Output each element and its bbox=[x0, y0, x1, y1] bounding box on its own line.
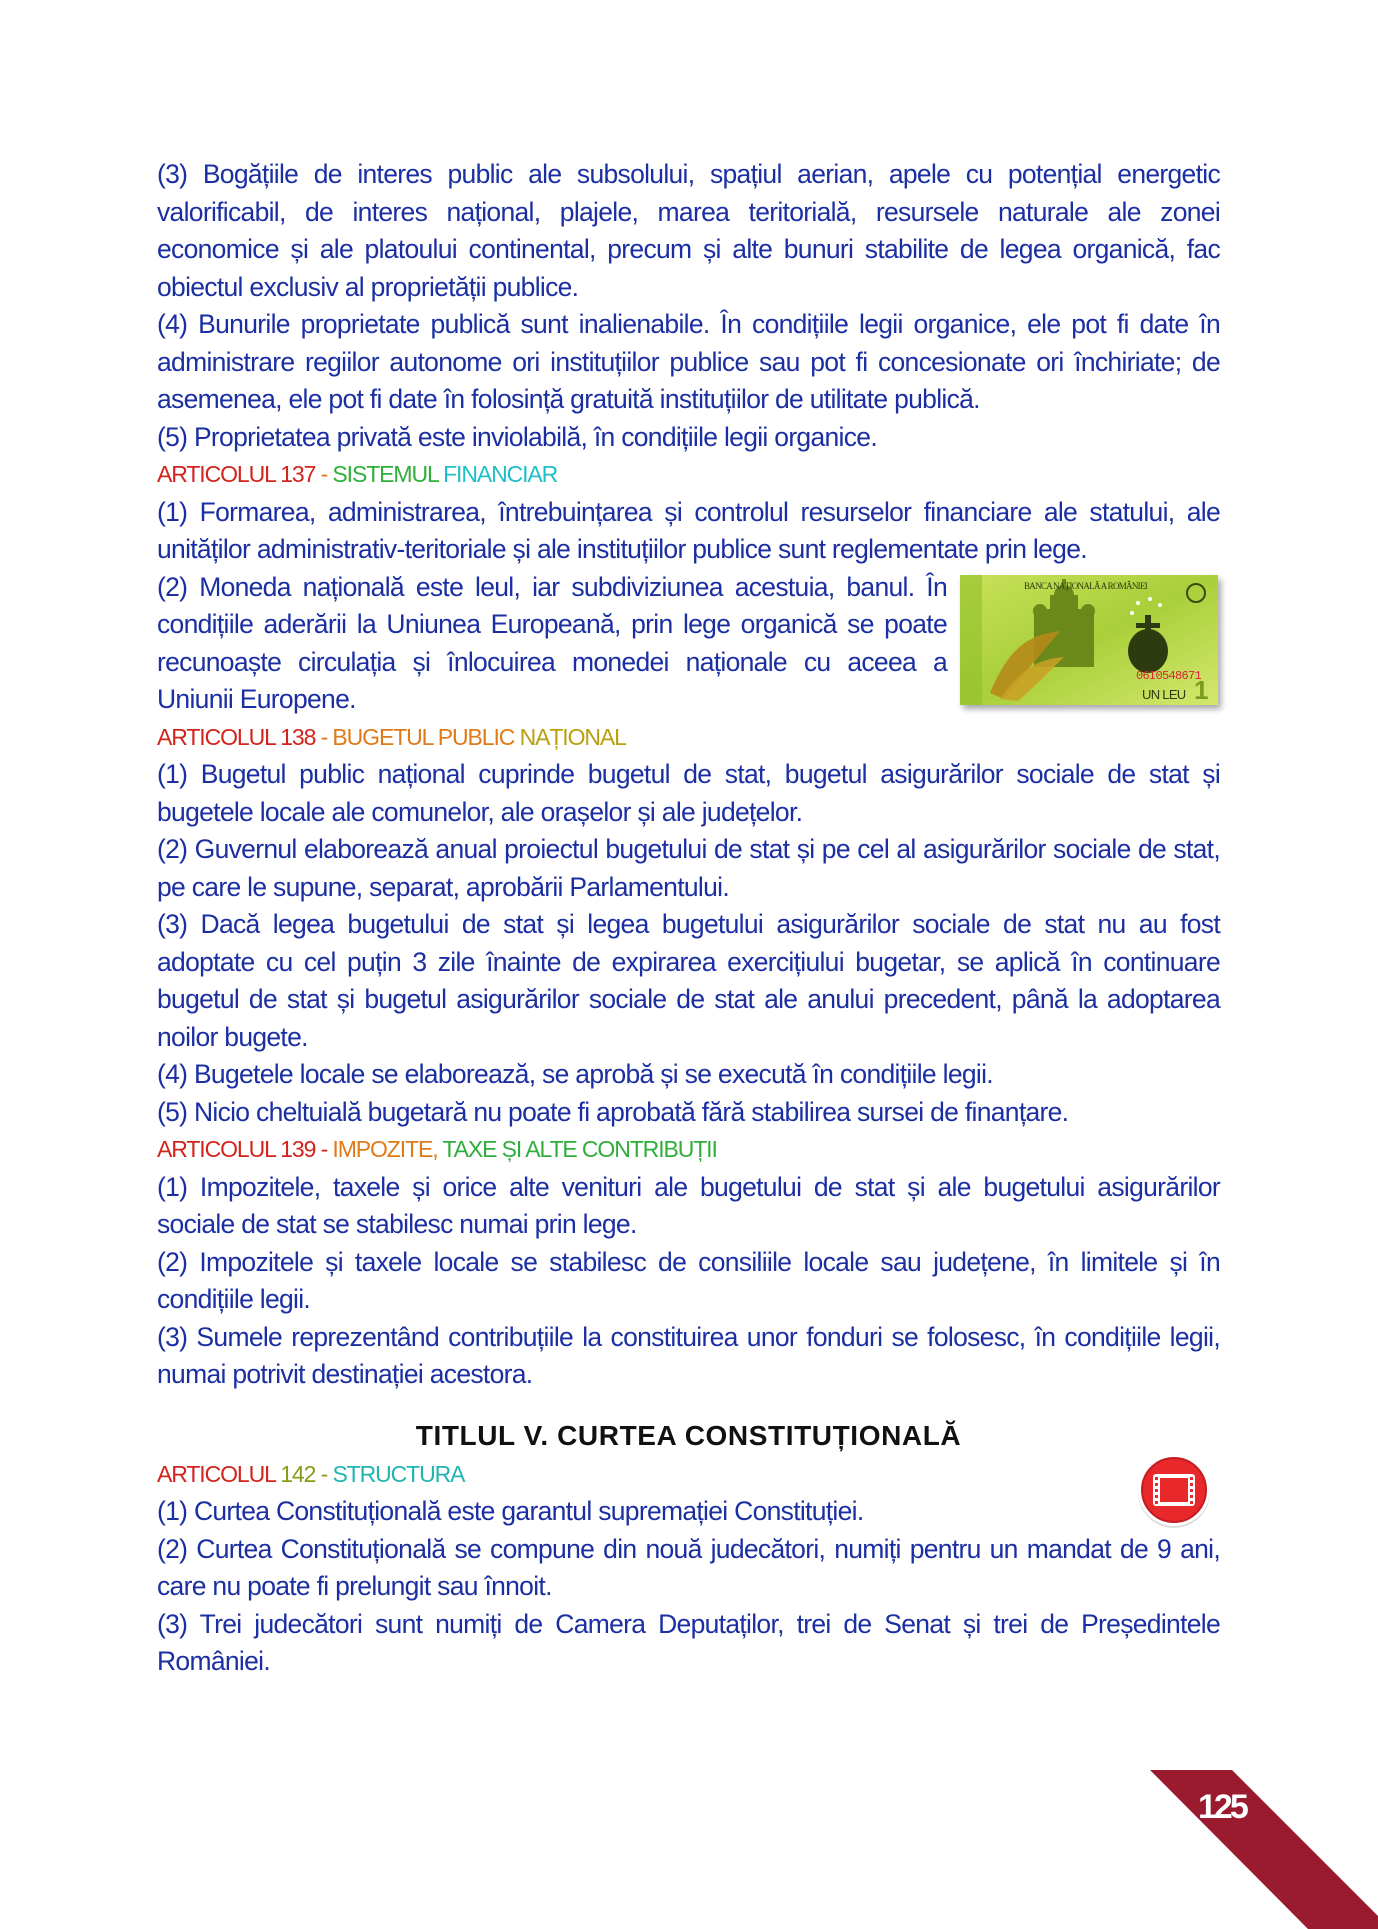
title-v-heading: TITLUL V. CURTEA CONSTITUȚIONALĂ bbox=[415, 1419, 962, 1451]
heading-separator: - bbox=[315, 1136, 333, 1162]
article-title-part: BUGETUL PUBLIC bbox=[332, 723, 515, 750]
article-label: ARTICOLUL 139 bbox=[157, 1136, 316, 1162]
paragraph: (1) Bugetul public național cuprinde bugetul de stat, bugetul asigurărilor sociale de stat și bugetele locale ale comunelor, ale orașelor și ale județelor. bbox=[157, 759, 1220, 827]
paragraph: (3) Bogățiile de interes public ale subsolului, spațiul aerian, apele cu potențial energetic valorificabil, de interes național, plajele, marea teritorială, resursele naturale ale zonei economice și ale platoului continental, precum și alte bunuri stabilite de legea organică, fac obiectul exclusiv al proprietății publice. bbox=[157, 159, 1220, 302]
article-title-part: FINANCIAR bbox=[443, 461, 558, 487]
paragraph: (1) Formarea, administrarea, întrebuințarea și controlul resurselor financiare ale statului, ale unităților administrativ-teritoriale și ale instituțiilor publice sunt reglementate prin lege. bbox=[157, 496, 1220, 564]
paragraph: (3) Sumele reprezentând contribuțiile la constituirea unor fonduri se folosesc, în condițiile legii, numai potrivit destinației acestora. bbox=[157, 1321, 1220, 1389]
page-corner-ribbon bbox=[1150, 1770, 1378, 1929]
article-label: ARTICOLUL 137 bbox=[157, 461, 316, 487]
banknote-digit: 1 bbox=[1194, 674, 1208, 705]
paragraph: (2) Moneda națională este leul, iar subdiviziunea acestuia, banul. În condițiile aderării la Uniunea Europeană, prin lege organică se poate recunoaște circulația și înlocuirea monedei naționale cu aceea a Uniunii Europene. bbox=[157, 571, 947, 714]
heading-separator: - bbox=[315, 461, 333, 487]
heading-separator: - bbox=[315, 1460, 333, 1487]
banknote-value: UN LEU bbox=[1142, 686, 1186, 702]
paragraph: (1) Impozitele, taxele și orice alte venituri ale bugetului de stat și ale bugetului asigurărilor sociale de stat se stabilesc numai prin lege. bbox=[157, 1171, 1220, 1239]
article-title-part: STRUCTURA bbox=[332, 1460, 465, 1487]
article-139-heading bbox=[157, 1131, 1220, 1169]
heading-separator: - bbox=[315, 723, 333, 750]
banknote-serial: 06I0548671 bbox=[1136, 668, 1202, 683]
article-label: ARTICOLUL bbox=[157, 1460, 275, 1487]
article-number: 142 bbox=[280, 1460, 316, 1487]
paragraph: (2) Impozitele și taxele locale se stabilesc de consiliile locale sau județene, în limitele și în condițiile legii. bbox=[157, 1246, 1220, 1314]
paragraph: (5) Nicio cheltuială bugetară nu poate fi aprobată fără stabilirea sursei de finanțare. bbox=[157, 1096, 1069, 1127]
article-title-part: NAȚIONAL bbox=[519, 723, 626, 750]
main-text-column bbox=[157, 156, 1220, 1681]
banknote-bank-name: BANCA NAȚIONALĂ A ROMÂNIEI bbox=[1024, 580, 1148, 591]
page-number: 125 bbox=[1198, 1788, 1246, 1826]
paragraph: (3) Dacă legea bugetului de stat și legea bugetului asigurărilor sociale de stat nu au fost adoptate cu cel puțin 3 zile înainte de expirarea exercițiului bugetar, se aplică în continuare bugetul de stat și bugetul asigurărilor sociale de stat ale anului precedent, până la adoptarea noilor bugete. bbox=[157, 909, 1220, 1052]
paragraph: (2) Curtea Constituțională se compune din nouă judecători, numiți pentru un mandat de 9 ani, care nu poate fi prelungit sau înnoit. bbox=[157, 1533, 1220, 1601]
article-title-part: SISTEMUL bbox=[332, 461, 438, 487]
article-142-heading bbox=[157, 1456, 1220, 1494]
film-strip-icon[interactable] bbox=[1134, 1450, 1214, 1530]
paragraph: (1) Curtea Constituțională este garantul supremației Constituției. bbox=[157, 1496, 864, 1526]
paragraph: (4) Bugetele locale se elaborează, se aprobă și se execută în condițiile legii. bbox=[157, 1059, 993, 1089]
paragraph: (4) Bunurile proprietate publică sunt inalienabile. În condițiile legii organice, ele pot fi date în administrare regiilor autonome ori instituțiilor publice sau pot fi concesionate ori închiriate; de asemenea, ele pot fi date în folosință gratuită instituțiilor de utilitate publică. bbox=[157, 309, 1220, 414]
one-leu-banknote-image bbox=[960, 575, 1218, 705]
article-label: ARTICOLUL 138 bbox=[157, 723, 316, 750]
paragraph: (5) Proprietatea privată este inviolabilă, în condițiile legii organice. bbox=[157, 421, 877, 452]
currency-block bbox=[157, 569, 1220, 719]
article-138-heading bbox=[157, 719, 1220, 757]
article-title-part: TAXE ȘI ALTE CONTRIBUȚII bbox=[442, 1136, 717, 1162]
article-title-part: IMPOZITE, bbox=[332, 1136, 438, 1162]
article-137-heading bbox=[157, 456, 1220, 494]
paragraph: (2) Guvernul elaborează anual proiectul bugetului de stat și pe cel al asigurărilor sociale de stat, pe care le supune, separat, aprobării Parlamentului. bbox=[157, 834, 1220, 902]
paragraph: (3) Trei judecători sunt numiți de Camera Deputaților, trei de Senat și trei de Președintele României. bbox=[157, 1608, 1220, 1676]
